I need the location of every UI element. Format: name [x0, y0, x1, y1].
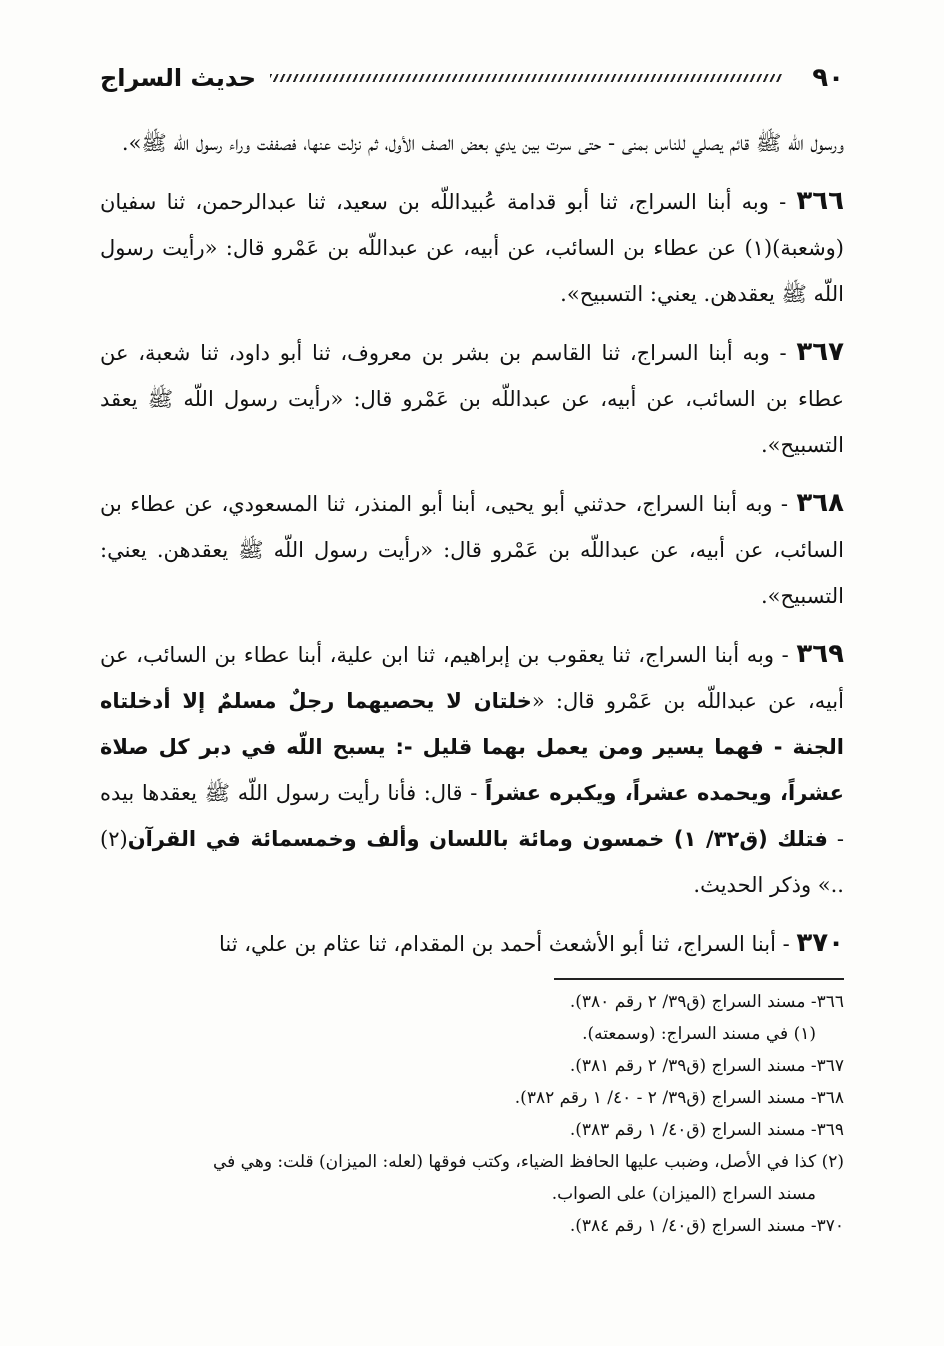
hadith-369	[100, 631, 844, 908]
hadith-number: ٣٦٩	[796, 639, 845, 669]
hadith-number: ٣٦٧	[796, 337, 844, 367]
hadith-text: - قال: فأنا رأيت رسول اللّه ﷺ يعقدها بيده -	[100, 781, 844, 851]
hadith-matn-bold: خلتان لا يحصيهما رجلٌ مسلمٌ إلا أدخلتاه الجنة - فهما يسير ومن يعمل بهما قليل -: يسبح اللّه في دبر كل صلاة عشراً، ويحمده عشراً، ويكبره عشراً	[100, 689, 844, 805]
page-header	[100, 58, 844, 98]
hadith-number: ٣٦٨	[796, 488, 844, 518]
hadith-matn-bold: فتلك (ق٣٢/ ١) خمسون ومائة باللسان وألف وخمسمائة في القرآن	[127, 827, 828, 851]
hadith-367	[100, 329, 844, 468]
hadith-number: ٣٦٦	[796, 186, 844, 216]
paragraph-continued	[100, 120, 844, 166]
hadith-text: (٢) ..» وذكر الحديث.	[100, 827, 844, 897]
hadith-370	[100, 920, 844, 967]
header-decorative-rule	[270, 74, 782, 82]
hadith-text: - وبه أبنا السراج، ثنا أبو قدامة عُبيداللّه بن سعيد، ثنا عبدالرحمن، ثنا سفيان (وشعبة)(١) عن عطاء بن السائب، عن أبيه، عن عبداللّه بن عَمْرو قال: «رأيت رسول اللّه ﷺ يعقدهن. يعني: التسبيح».	[100, 190, 844, 306]
footnote-370: ٣٧٠- مسند السراج (ق٤٠/ ١ رقم ٣٨٤).	[569, 1216, 844, 1236]
footnote-1: (١) في مسند السراج: (وسمعته).	[582, 1024, 816, 1044]
footnote-separator	[554, 978, 844, 980]
footnote-369: ٣٦٩- مسند السراج (ق٤٠/ ١ رقم ٣٨٣).	[569, 1120, 844, 1140]
hadith-text: - وبه أبنا السراج، ثنا القاسم بن بشر بن معروف، ثنا أبو داود، ثنا شعبة، عن عطاء بن السائب، عن أبيه، عن عبداللّه بن عَمْرو قال: «رأيت رسول اللّه ﷺ يعقد التسبيح».	[100, 341, 844, 457]
hadith-number: ٣٧٠	[796, 928, 844, 958]
footnote-2-continued: مسند السراج (الميزان) على الصواب.	[551, 1184, 816, 1204]
hadith-366	[100, 178, 844, 317]
footnote-2: (٢) كذا في الأصل، وضبب عليها الحافظ الضياء، وكتب فوقها (لعله: الميزان) قلت: وهي في	[212, 1152, 844, 1172]
hadith-368	[100, 480, 844, 619]
footnotes	[100, 986, 844, 1242]
main-text	[100, 120, 844, 979]
hadith-text: - أبنا السراج، ثنا أبو الأشعث أحمد بن المقدام، ثنا عثام بن علي، ثنا	[218, 932, 790, 956]
running-title: حديث السراج	[100, 64, 257, 92]
footnote-368: ٣٦٨- مسند السراج (ق٣٩/ ٢ - ٤٠/ ١ رقم ٣٨٢).	[514, 1088, 844, 1108]
hadith-text: - وبه أبنا السراج، حدثني أبو يحيى، أبنا أبو المنذر، ثنا المسعودي، عن عطاء بن السائب، عن أبيه، عن عبداللّه بن عَمْرو قال: «رأيت رسول اللّه ﷺ يعقدهن. يعني: التسبيح».	[100, 492, 844, 608]
paragraph-text: ورسول اللّه ﷺ قائم يصلي للناس بمنى - حتى سرت بين يدي بعض الصف الأول، ثم نزلت عنها، فصففت وراء رسول اللّه ﷺ».	[121, 131, 844, 155]
page-number: ٩٠	[812, 63, 844, 93]
footnote-366: ٣٦٦- مسند السراج (ق٣٩/ ٢ رقم ٣٨٠).	[569, 992, 844, 1012]
hadith-text: - وبه أبنا السراج، ثنا يعقوب بن إبراهيم، ثنا ابن علية، أبنا عطاء بن السائب، عن أبيه، عن عبداللّه بن عَمْرو قال: «	[100, 643, 844, 713]
footnote-367: ٣٦٧- مسند السراج (ق٣٩/ ٢ رقم ٣٨١).	[569, 1056, 844, 1076]
